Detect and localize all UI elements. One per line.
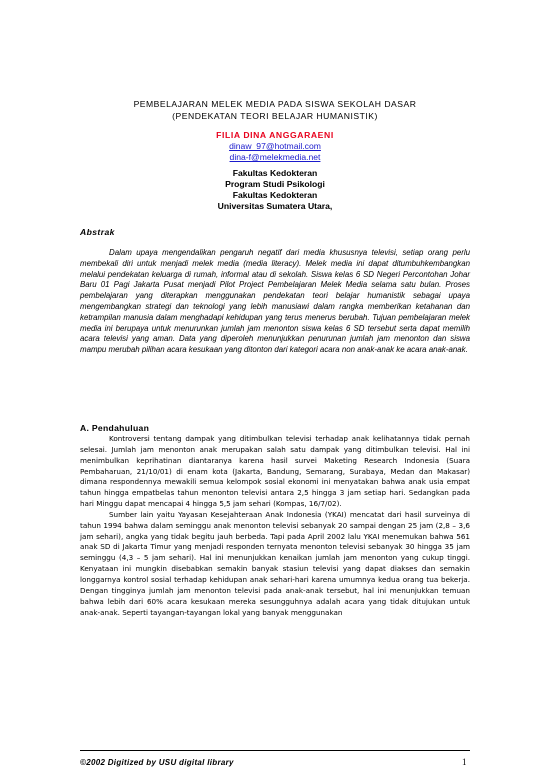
title-line-1: PEMBELAJARAN MELEK MEDIA PADA SISWA SEKOLAH DASAR [133,99,417,109]
section-heading: A. Pendahuluan [80,423,150,433]
author-email-1[interactable]: dinaw_97@hotmail.com [229,141,321,151]
paragraph-1: Kontroversi tentang dampak yang ditimbulkan televisi terhadap anak kelihatannya tidak pernah selesai. Jumlah jam menonton anak merupakan salah satu dampak yang ditimbulkan televisi. Hal ini menimbulkan keprihatinan diantaranya karena hasil survei Maketing Research Indonesia (Suara Pembaharuan, 21/10/01) di enam kota (Jakarta, Bandung, Semarang, Surabaya, Medan dan Makasar) dimana respondennya mewakili semua kelompok sosial ekonomi ini menyatakan bahwa anak usia empat tahun hingga empatbelas tahun menonton televisi antara 2,5 hingga 3 jam setiap hari. Sedangkan pada hari Minggu dapat mencapai 4 hingga 5,5 jam sehari (Kompas, 16/7/02). [80,434,470,509]
title-line-2: (PENDEKATAN TEORI BELAJAR HUMANISTIK) [172,111,378,121]
footer-text: ©2002 Digitized by USU digital library [80,758,234,767]
affiliation-line-3: Fakultas Kedokteran [232,190,318,200]
author-name: FILIA DINA ANGGARAENI [216,130,334,140]
affiliation-line-2: Program Studi Psikologi [225,179,325,189]
paper-title [80,98,470,122]
body-text [80,434,470,618]
footer-divider [80,750,470,751]
page-number: 1 [462,757,467,767]
affiliation-line-1: Fakultas Kedokteran [232,168,318,178]
affiliation-line-4: Universitas Sumatera Utara, [217,201,333,211]
affiliation-block [80,168,470,212]
abstract-text [80,248,470,356]
author-email-2[interactable]: dina-f@melekmedia.net [229,152,321,162]
abstract-heading: Abstrak [80,227,115,237]
paragraph-2: Sumber lain yaitu Yayasan Kesejahteraan Anak Indonesia (YKAI) mencatat dari hasil surveinya di tahun 1994 bahwa dalam seminggu anak menonton televisi sebanyak 20 sampai dengan 25 jam (2,8 – 3,6 jam sehari), angka yang tidak begitu jauh berbeda. Tapi pada April 2002 lalu YKAI menemukan bahwa 561 anak SD di Jakarta Timur yang menjadi responden ternyata menonton televisi sebanyak 30 hingga 35 jam seminggu (4,3 – 5 jam sehari). Hal ini menunjukkan kenaikan jumlah jam menonton yang cukup tinggi. Kenyataan ini mungkin disebabkan semakin banyak stasiun televisi yang dapat diakses dan semakin longgarnya kontrol sosial terhadap kehidupan anak sehari-hari karena umumnya kedua orang tua bekerja. Dengan tingginya jumlah jam menonton televisi pada anak-anak tersebut, hal ini menunjukkan temuan bahwa lebih dari 60% acara kesukaan mereka sesungguhnya adalah acara yang tidak ditujukan untuk anak-anak. Seperti tayangan-tayangan lokal yang banyak menggunakan [80,509,470,617]
abstract-content: Dalam upaya mengendalikan pengaruh negatif dari media khususnya televisi, setiap orang perlu membekali diri untuk menjadi melek media (media literacy). Melek media ini dapat ditumbuhkembangkan melalui pendekatan keluarga di rumah, informal atau di sekolah. Siswa kelas 6 SD Negeri Percontohan Johar Baru 01 Pagi Jakarta Pusat menjadi Pilot Project Pembelajaran Melek Media selama satu bulan. Proses pembelajaran yang diterapkan menggunakan pendekatan teori belajar humanistik sebagai upaya mengembangkan strategi dan teknologi yang lebih manusiawi dalam rangka memberikan ketahanan dan ketrampilan manusia dalam menghadapi kehidupan yang terus menerus berubah. Tujuan pembelajaran melek media ini berupaya untuk menurunkan jumlah jam menonton siswa kelas 6 SD tersebut serta dapat memilih acara televisi yang aman. Data yang diperoleh menunjukkan penurunan jumlah jam menonton dan siswa mampu merubah pilihan acara kesukaan yang ditonton dari kategori acara non anak-anak ke acara anak-anak. [80,248,470,355]
